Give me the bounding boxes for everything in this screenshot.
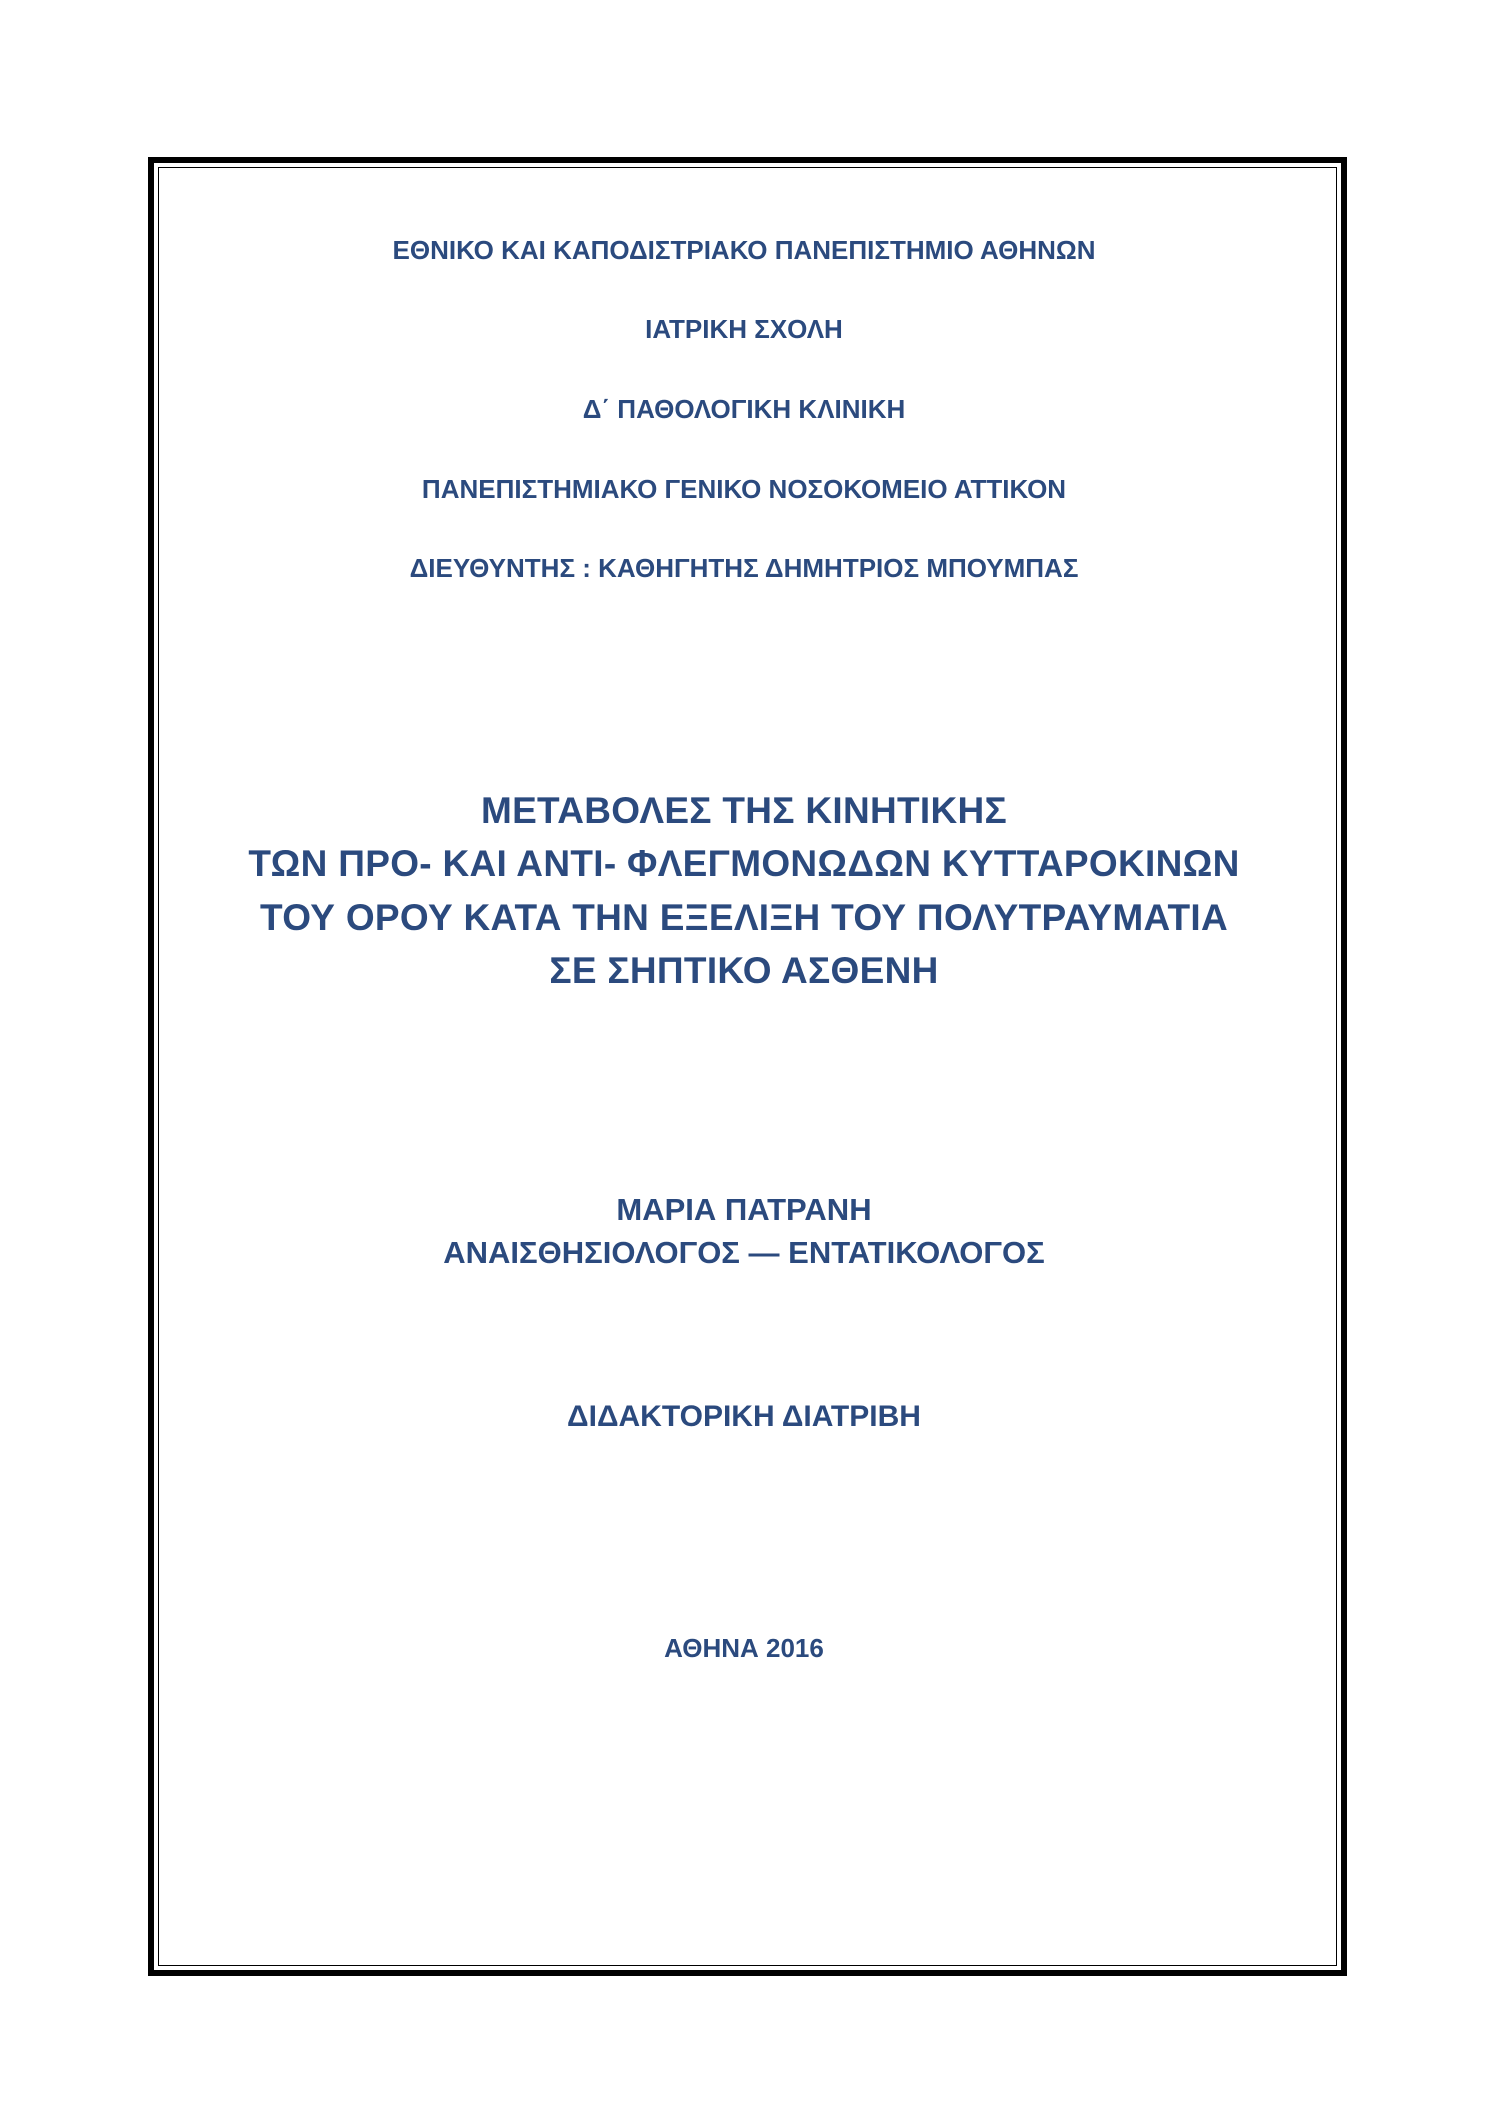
school-name: ΙΑΤΡΙΚΗ ΣΧΟΛΗ [645, 314, 843, 344]
author-name: ΜΑΡΙΑ ΠΑΤΡΑΝΗ [616, 1192, 872, 1227]
place-and-year: ΑΘΗΝΑ 2016 [664, 1633, 824, 1663]
page-border [148, 157, 1347, 1976]
clinic-name: Δ΄ ΠΑΘΟΛΟΓΙΚΗ ΚΛΙΝΙΚΗ [582, 394, 906, 424]
page-border-inner [158, 167, 1337, 1966]
thesis-title-line-3: ΤΟΥ ΟΡΟΥ ΚΑΤΑ ΤΗΝ ΕΞΕΛΙΞΗ ΤΟΥ ΠΟΛΥΤΡΑΥΜΑΤΙΑ [260, 897, 1228, 938]
university-name: ΕΘΝΙΚΟ ΚΑΙ ΚΑΠΟΔΙΣΤΡΙΑΚΟ ΠΑΝΕΠΙΣΤΗΜΙΟ ΑΘΗΝΩΝ [392, 235, 1096, 265]
hospital-name: ΠΑΝΕΠΙΣΤΗΜΙΑΚΟ ΓΕΝΙΚΟ ΝΟΣΟΚΟΜΕΙΟ ΑΤΤΙΚΟΝ [421, 474, 1067, 504]
author-specialty: ΑΝΑΙΣΘΗΣΙΟΛΟΓΟΣ — ΕΝΤΑΤΙΚΟΛΟΓΟΣ [443, 1235, 1045, 1270]
director-line: ΔΙΕΥΘΥΝΤΗΣ : ΚΑΘΗΓΗΤΗΣ ΔΗΜΗΤΡΙΟΣ ΜΠΟΥΜΠΑΣ [409, 553, 1079, 583]
thesis-title-line-2: ΤΩΝ ΠΡΟ- ΚΑΙ ΑΝΤΙ- ΦΛΕΓΜΟΝΩΔΩΝ ΚΥΤΤΑΡΟΚΙΝΩΝ [248, 843, 1240, 884]
thesis-title-line-4: ΣΕ ΣΗΠΤΙΚΟ ΑΣΘΕΝΗ [549, 950, 939, 991]
thesis-title-line-1: ΜΕΤΑΒΟΛΕΣ ΤΗΣ ΚΙΝΗΤΙΚΗΣ [480, 790, 1008, 831]
document-type: ΔΙΔΑΚΤΟΡΙΚΗ ΔΙΑΤΡΙΒΗ [567, 1400, 921, 1433]
